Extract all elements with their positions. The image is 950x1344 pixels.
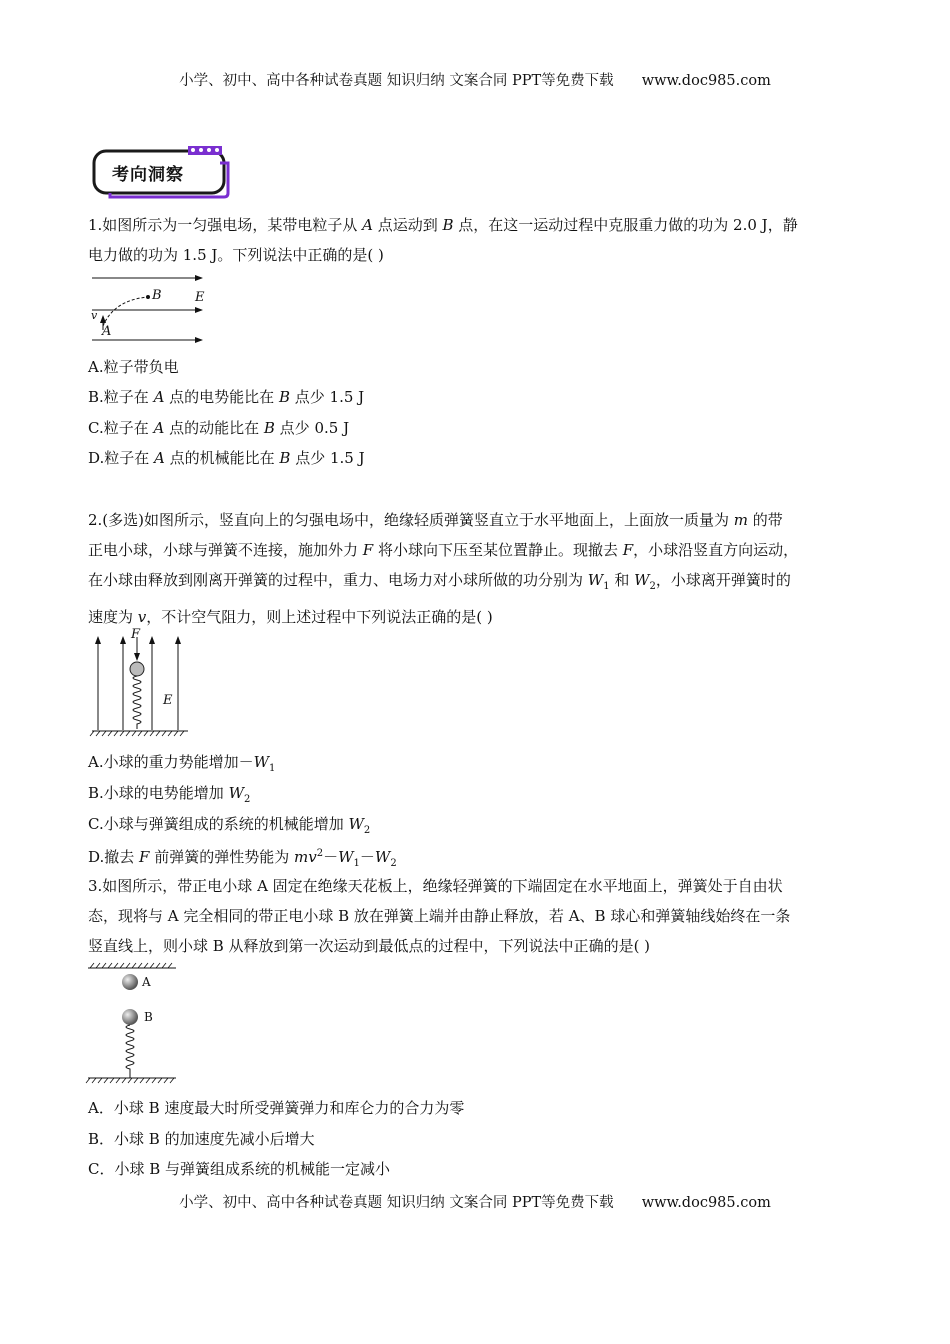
q1-option-c[interactable]: C.粒子在 A 点的动能比在 B 点少 0.5 J <box>88 419 350 437</box>
q1-fig-label-e: E <box>195 290 205 305</box>
header-url[interactable]: www.doc985.com <box>641 73 771 89</box>
q3-option-b[interactable]: B．小球 B 的加速度先减小后增大 <box>88 1130 315 1148</box>
q2-fig-label-f: F <box>131 627 141 642</box>
q3-option-c[interactable]: C．小球 B 与弹簧组成系统的机械能一定减小 <box>88 1160 391 1178</box>
section-badge-title: 考向洞察 <box>112 165 184 185</box>
q2-stem: 2.(多选)如图所示，竖直向上的匀强电场中，绝缘轻质弹簧竖直立于水平地面上，上面放一质量为 m 的带 正电小球，小球与弹簧不连接，施加外力 F 将小球向下压至某位置静止。现撤去 F，小球沿竖直方向运动， 在小球由释放到刚离开弹簧的过程中，重力、电场力对小球所做的功分别为 $W_1$ 和 $W_2$，小球离开弹簧时的 速度为 v，不计空气阻力，则上述过程中下列说法正确的是( ) <box>88 511 799 626</box>
q3-fig-label-a: A <box>142 975 151 989</box>
spring <box>133 676 141 729</box>
q1-option-a[interactable]: A.粒子带负电 <box>88 358 179 376</box>
q3-fig-label-b: B <box>144 1010 153 1024</box>
q1-fig-label-a: A <box>102 324 112 339</box>
q2-option-d[interactable]: D.撤去 F 前弹簧的弹性势能为 $mv^2-W_1-W_2$ <box>88 848 397 869</box>
q3-figure <box>86 962 181 1087</box>
q2-option-b[interactable]: B.小球的电势能增加 $W_2$ <box>88 784 251 805</box>
ball-b <box>122 1009 138 1025</box>
footer-text: 小学、初中、高中各种试卷真题 知识归纳 文案合同 PPT等免费下载 <box>179 1195 614 1211</box>
footer-url[interactable]: www.doc985.com <box>641 1195 771 1211</box>
q2-spring-figure <box>88 625 193 740</box>
q1-stem: 1.如图所示为一匀强电场，某带电粒子从 A 点运动到 B 点，在这一运动过程中克服重力做的功为 2.0 J，静 电力做的功为 1.5 J。下列说法中正确的是( ) <box>88 216 798 264</box>
q1-option-d[interactable]: D.粒子在 A 点的机械能比在 B 点少 1.5 J <box>88 449 365 467</box>
q1-fig-label-v: v <box>91 309 98 322</box>
q3-stem: 3.如图所示，带正电小球 A 固定在绝缘天花板上，绝缘轻弹簧的下端固定在水平地面上，弹簧处于自由状 态，现将与 A 完全相同的带正电小球 B 放在弹簧上端并由静止释放，若 A、B 球心和弹簧轴线始终在一条 竖直线上，则小球 B 从释放到第一次运动到最低点的过程中，下列说法中正确的是( ) <box>88 877 791 955</box>
trajectory-path <box>103 297 148 326</box>
q2-fig-label-e: E <box>163 693 173 708</box>
q2-option-a[interactable]: A.小球的重力势能增加$-W_1$ <box>88 753 276 774</box>
q1-option-b[interactable]: B.粒子在 A 点的电势能比在 B 点少 1.5 J <box>88 388 365 406</box>
point-b <box>146 295 150 299</box>
ball <box>130 662 144 676</box>
page-header <box>0 69 950 90</box>
spring-q3 <box>126 1025 134 1078</box>
header-text: 小学、初中、高中各种试卷真题 知识归纳 文案合同 PPT等免费下载 <box>179 73 614 89</box>
q1-fig-label-b: B <box>152 288 162 303</box>
ball-a <box>122 974 138 990</box>
page-footer <box>0 1191 950 1212</box>
q3-option-a[interactable]: A．小球 B 速度最大时所受弹簧弹力和库仑力的合力为零 <box>88 1099 465 1117</box>
q2-option-c[interactable]: C.小球与弹簧组成的系统的机械能增加 $W_2$ <box>88 815 371 836</box>
